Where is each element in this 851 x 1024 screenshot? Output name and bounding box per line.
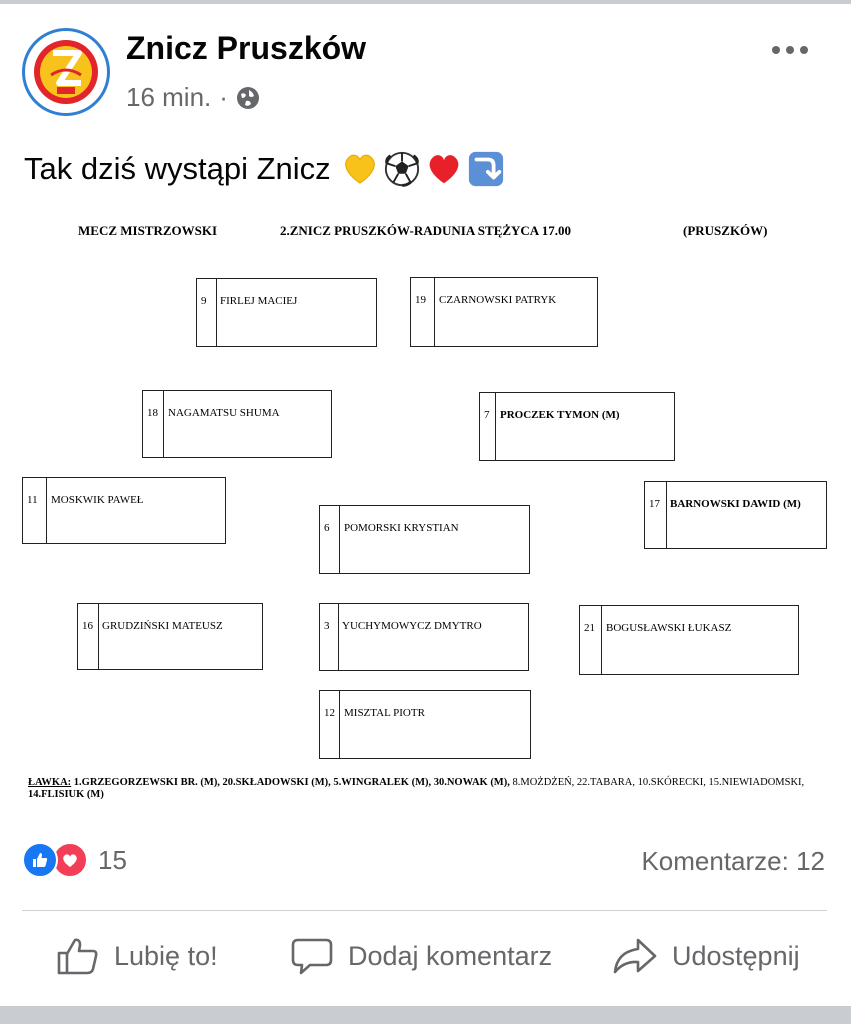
- player-number: 19: [411, 278, 435, 346]
- player-name: NAGAMATSU SHUMA: [168, 407, 280, 419]
- share-label: Udostępnij: [672, 940, 800, 971]
- bottom-edge: [0, 1006, 851, 1024]
- player-number: 16: [78, 604, 99, 669]
- globe-icon: [236, 86, 260, 110]
- lineup-header-center: 2.ZNICZ PRUSZKÓW-RADUNIA STĘŻYCA 17.00: [280, 223, 571, 238]
- player-name: FIRLEJ MACIEJ: [220, 295, 298, 307]
- player-box: [319, 603, 529, 671]
- post-text: [24, 150, 505, 188]
- comment-bubble-icon: [290, 936, 334, 976]
- player-name: MISZTAL PIOTR: [344, 707, 425, 719]
- player-box: [410, 277, 598, 347]
- player-name: YUCHYMOWYCZ DMYTRO: [342, 620, 482, 632]
- player-name: GRUDZIŃSKI MATEUSZ: [102, 620, 223, 632]
- player-number: 21: [580, 606, 602, 674]
- club-crest-logo: [29, 35, 103, 109]
- lineup-header-left: MECZ MISTRZOWSKI: [78, 223, 218, 238]
- bench-label: ŁAWKA:: [28, 777, 72, 788]
- player-box: [22, 477, 226, 544]
- player-name: POMORSKI KRYSTIAN: [344, 522, 459, 534]
- down-right-arrow-emoji: [467, 150, 505, 188]
- top-edge: [0, 0, 851, 4]
- reaction-count: 15: [98, 844, 127, 875]
- soccer-ball-emoji: [383, 150, 421, 188]
- player-number: 12: [320, 691, 340, 758]
- lineup-header-right: (PRUSZKÓW): [683, 223, 768, 238]
- like-button[interactable]: [56, 936, 218, 976]
- more-options-button[interactable]: [770, 28, 810, 67]
- player-name: BARNOWSKI DAWID (M): [670, 498, 801, 510]
- player-box: [319, 690, 531, 759]
- post-message: Tak dziś wystąpi Znicz: [24, 151, 331, 186]
- reactions-summary[interactable]: [22, 842, 127, 878]
- player-box: [644, 481, 827, 549]
- comment-label: Dodaj komentarz: [348, 940, 553, 971]
- player-box: [479, 392, 675, 461]
- more-dots-icon: [770, 42, 810, 58]
- divider: [22, 910, 827, 911]
- player-number: 6: [320, 506, 340, 573]
- player-number: 11: [23, 478, 47, 543]
- bench-main: 1.GRZEGORZEWSKI BR. (M), 20.SKŁADOWSKI (M), 5.WINGRALEK (M), 30.NOWAK (M),: [73, 777, 510, 788]
- lineup-image[interactable]: [0, 205, 851, 815]
- comments-count[interactable]: Komentarze: 12: [641, 846, 825, 876]
- like-label: Lubię to!: [114, 940, 218, 971]
- player-box: [142, 390, 332, 458]
- player-number: 7: [480, 393, 496, 460]
- emoji-row: [341, 150, 505, 188]
- bench-last: 14.FLISIUK (M): [28, 789, 104, 800]
- page-avatar[interactable]: [22, 28, 110, 116]
- player-box: [77, 603, 263, 670]
- page-name[interactable]: Znicz Pruszków: [126, 30, 367, 66]
- yellow-heart-emoji: [341, 150, 379, 188]
- player-name: CZARNOWSKI PATRYK: [439, 294, 557, 306]
- like-reaction-icon: [22, 842, 58, 878]
- player-name: MOSKWIK PAWEŁ: [51, 494, 144, 506]
- player-box: [196, 278, 377, 347]
- post-meta: [126, 82, 260, 113]
- share-button[interactable]: [612, 936, 800, 976]
- thumbs-up-icon: [56, 936, 100, 976]
- share-arrow-icon: [612, 936, 658, 976]
- player-number: 9: [197, 279, 217, 346]
- player-number: 3: [320, 604, 339, 670]
- bench-list: [28, 777, 828, 801]
- red-heart-emoji: [425, 150, 463, 188]
- comment-button[interactable]: [290, 936, 552, 976]
- meta-separator: ·: [219, 82, 228, 112]
- player-box: [579, 605, 799, 675]
- player-number: 17: [645, 482, 667, 548]
- post-time[interactable]: 16 min.: [126, 82, 212, 112]
- bench-others: 8.MOŻDŻEŃ, 22.TABARA, 10.SKÓRECKI, 15.NIEWIADOMSKI,: [512, 777, 805, 788]
- player-name: PROCZEK TYMON (M): [500, 409, 620, 421]
- player-name: BOGUSŁAWSKI ŁUKASZ: [606, 622, 732, 634]
- player-box: [319, 505, 530, 574]
- player-number: 18: [143, 391, 164, 457]
